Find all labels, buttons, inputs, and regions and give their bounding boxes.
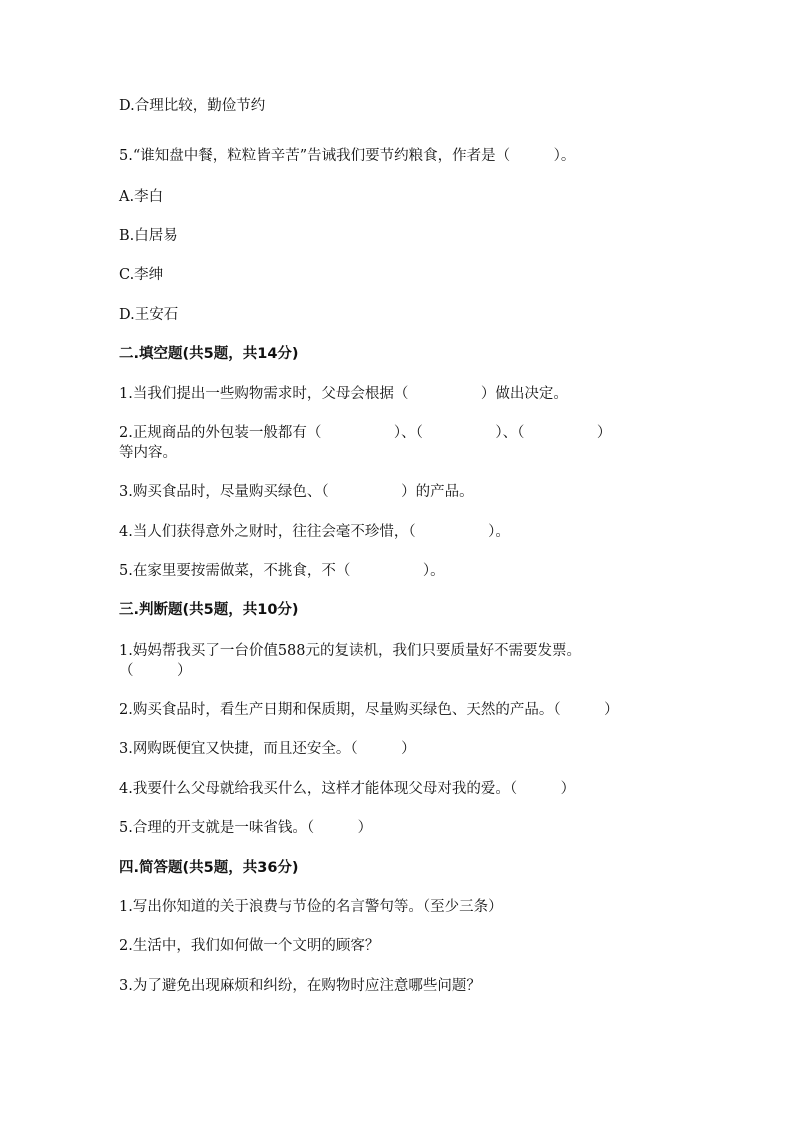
fill-question-2-line-1: 2.正规商品的外包装一般都有（ ）、（ ）、（ ）: [119, 425, 612, 441]
fill-question-1: 1.当我们提出一些购物需求时，父母会根据（ ）做出决定。: [119, 386, 568, 402]
question-5-option-b: B.白居易: [119, 228, 178, 244]
fill-question-3: 3.购买食品时，尽量购买绿色、（ ）的产品。: [119, 484, 474, 500]
judge-question-2: 2.购买食品时，看生产日期和保质期，尽量购买绿色、天然的产品。（ ）: [119, 702, 619, 718]
short-question-3: 3.为了避免出现麻烦和纠纷，在购物时应注意哪些问题？: [119, 978, 481, 994]
judge-question-4: 4.我要什么父母就给我买什么，这样才能体现父母对我的爱。（ ）: [119, 781, 576, 797]
judge-question-3: 3.网购既便宜又快捷，而且还安全。（ ）: [119, 741, 416, 757]
short-question-2: 2.生活中，我们如何做一个文明的顾客？: [119, 938, 380, 954]
fill-question-5: 5.在家里要按需做菜，不挑食，不（ ）。: [119, 563, 445, 579]
judge-question-1-line-2: （ ）: [119, 663, 192, 679]
question-5-option-a: A.李白: [119, 189, 164, 205]
question-5-option-d: D.王安石: [119, 307, 179, 323]
question-5-option-c: C.李绅: [119, 267, 164, 283]
section-heading-judge: 三.判断题(共5题，共10分): [119, 602, 299, 618]
question-5: 5.“谁知盘中餐，粒粒皆辛苦”告诫我们要节约粮食，作者是（ ）。: [119, 148, 576, 164]
short-question-1: 1.写出你知道的关于浪费与节俭的名言警句等。（至少三条）: [119, 899, 503, 915]
section-heading-short: 四.简答题(共5题，共36分): [119, 860, 299, 876]
judge-question-1-line-1: 1.妈妈帮我买了一台价值588元的复读机，我们只要质量好不需要发票。: [119, 643, 582, 659]
fill-question-2-line-2: 等内容。: [119, 445, 177, 461]
section-heading-fill: 二.填空题(共5题，共14分): [119, 346, 299, 362]
prev-question-option-d: D.合理比较，勤俭节约: [119, 98, 266, 114]
judge-question-5: 5.合理的开支就是一味省钱。（ ）: [119, 820, 373, 836]
fill-question-4: 4.当人们获得意外之财时，往往会毫不珍惜，（ ）。: [119, 524, 510, 540]
